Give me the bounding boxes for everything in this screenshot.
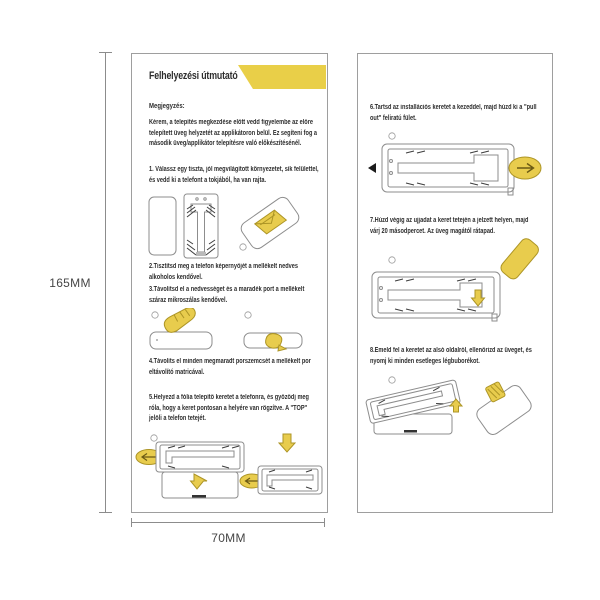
step-marker-circle <box>389 257 395 263</box>
step-3-illustration <box>144 308 316 356</box>
frame-align-icon <box>240 434 322 494</box>
step-8-text: 8.Emeld fel a keretet az alsó oldalról, ellenőrizd az üveget, és nyomj ki minden esetleges légbuborékot. <box>370 347 532 365</box>
applicator-tray-icon <box>184 194 218 258</box>
height-dimension-tick-bottom <box>99 512 112 513</box>
pull-tab-icon <box>509 157 541 179</box>
wipe-phone-icon <box>238 195 301 252</box>
height-dimension-line <box>105 52 106 513</box>
lift-frame-icon <box>366 380 462 434</box>
squeegee-phone-icon <box>466 372 534 437</box>
note-heading: Megjegyzés: <box>149 101 185 110</box>
width-dimension-tick-left <box>131 518 132 527</box>
step-marker-circle <box>389 377 395 383</box>
step-5-illustration <box>134 432 326 510</box>
frame-on-phone-icon <box>136 442 244 498</box>
step-marker-circle <box>245 312 251 318</box>
step-marker-circle <box>240 244 246 250</box>
step-3-text: 3.Távolítsd el a nedvességet és a maradék port a mellékelt száraz mikroszálas kendővel. <box>149 286 305 304</box>
width-dimension-label: 70MM <box>211 531 246 545</box>
phone-outline-icon <box>149 197 176 255</box>
installation-frame-icon <box>382 144 514 195</box>
step-7-text: 7.Húzd végig az ujjadat a keret tetején a jelzett helyen, majd várj 20 másodpercet. Az üveg magától rátapad. <box>370 217 529 235</box>
height-dimension-tick-top <box>99 52 112 53</box>
width-dimension-tick-right <box>324 518 325 527</box>
width-dimension-line <box>132 522 325 523</box>
step-marker-circle <box>151 435 157 441</box>
height-dimension-label: 165MM <box>49 276 91 290</box>
step-4-text: 4.Távolíts el minden megmaradt porszemcsét a mellékelt por eltávolító matricával. <box>149 358 311 376</box>
left-arrow-icon <box>368 163 376 173</box>
step-6-illustration <box>362 128 548 198</box>
dust-sticker-icon <box>244 333 302 351</box>
finger-swipe-icon <box>499 238 541 281</box>
step-6-text: 6.Tartsd az installációs keretet a kezeddel, majd húzd ki a "pull out" feliratú fület. <box>370 104 537 122</box>
step-2-text: 2.Tisztítsd meg a telefon képernyőjét a mellékelt nedves alkoholos kendővel. <box>149 263 298 281</box>
page-title: Felhelyezési útmutató <box>149 70 238 82</box>
step-8-illustration <box>362 372 548 442</box>
step-marker-circle <box>152 312 158 318</box>
title-accent-band <box>238 65 326 89</box>
step-1-illustration <box>144 190 316 262</box>
step-marker-circle <box>389 133 395 139</box>
step-1-text: 1. Válassz egy tiszta, jól megvilágított környezetet, sík felülettel, és vedd ki a telefont a tokjából, ha van rajta. <box>149 166 319 184</box>
left-instruction-panel <box>131 53 328 513</box>
hand-wipe-icon <box>150 308 212 349</box>
down-arrow-icon <box>279 434 295 452</box>
note-body: Kérem, a telepítés megkezdése előtt vedd figyelembe az előre telepített üveg helyzetét az applikátoron belül. Ez segíteni fog a második üveg/applikátor telepítésre való előkészítésénél. <box>149 119 318 147</box>
step-5-text: 5.Helyezd a fólia telepítő keretet a telefonra, és győződj meg róla, hogy a keret pontosan a helyére van rögzítve. A "TOP" jelöli a telefon tetejét. <box>149 394 309 422</box>
right-instruction-panel <box>357 53 553 513</box>
step-7-illustration <box>362 238 548 324</box>
